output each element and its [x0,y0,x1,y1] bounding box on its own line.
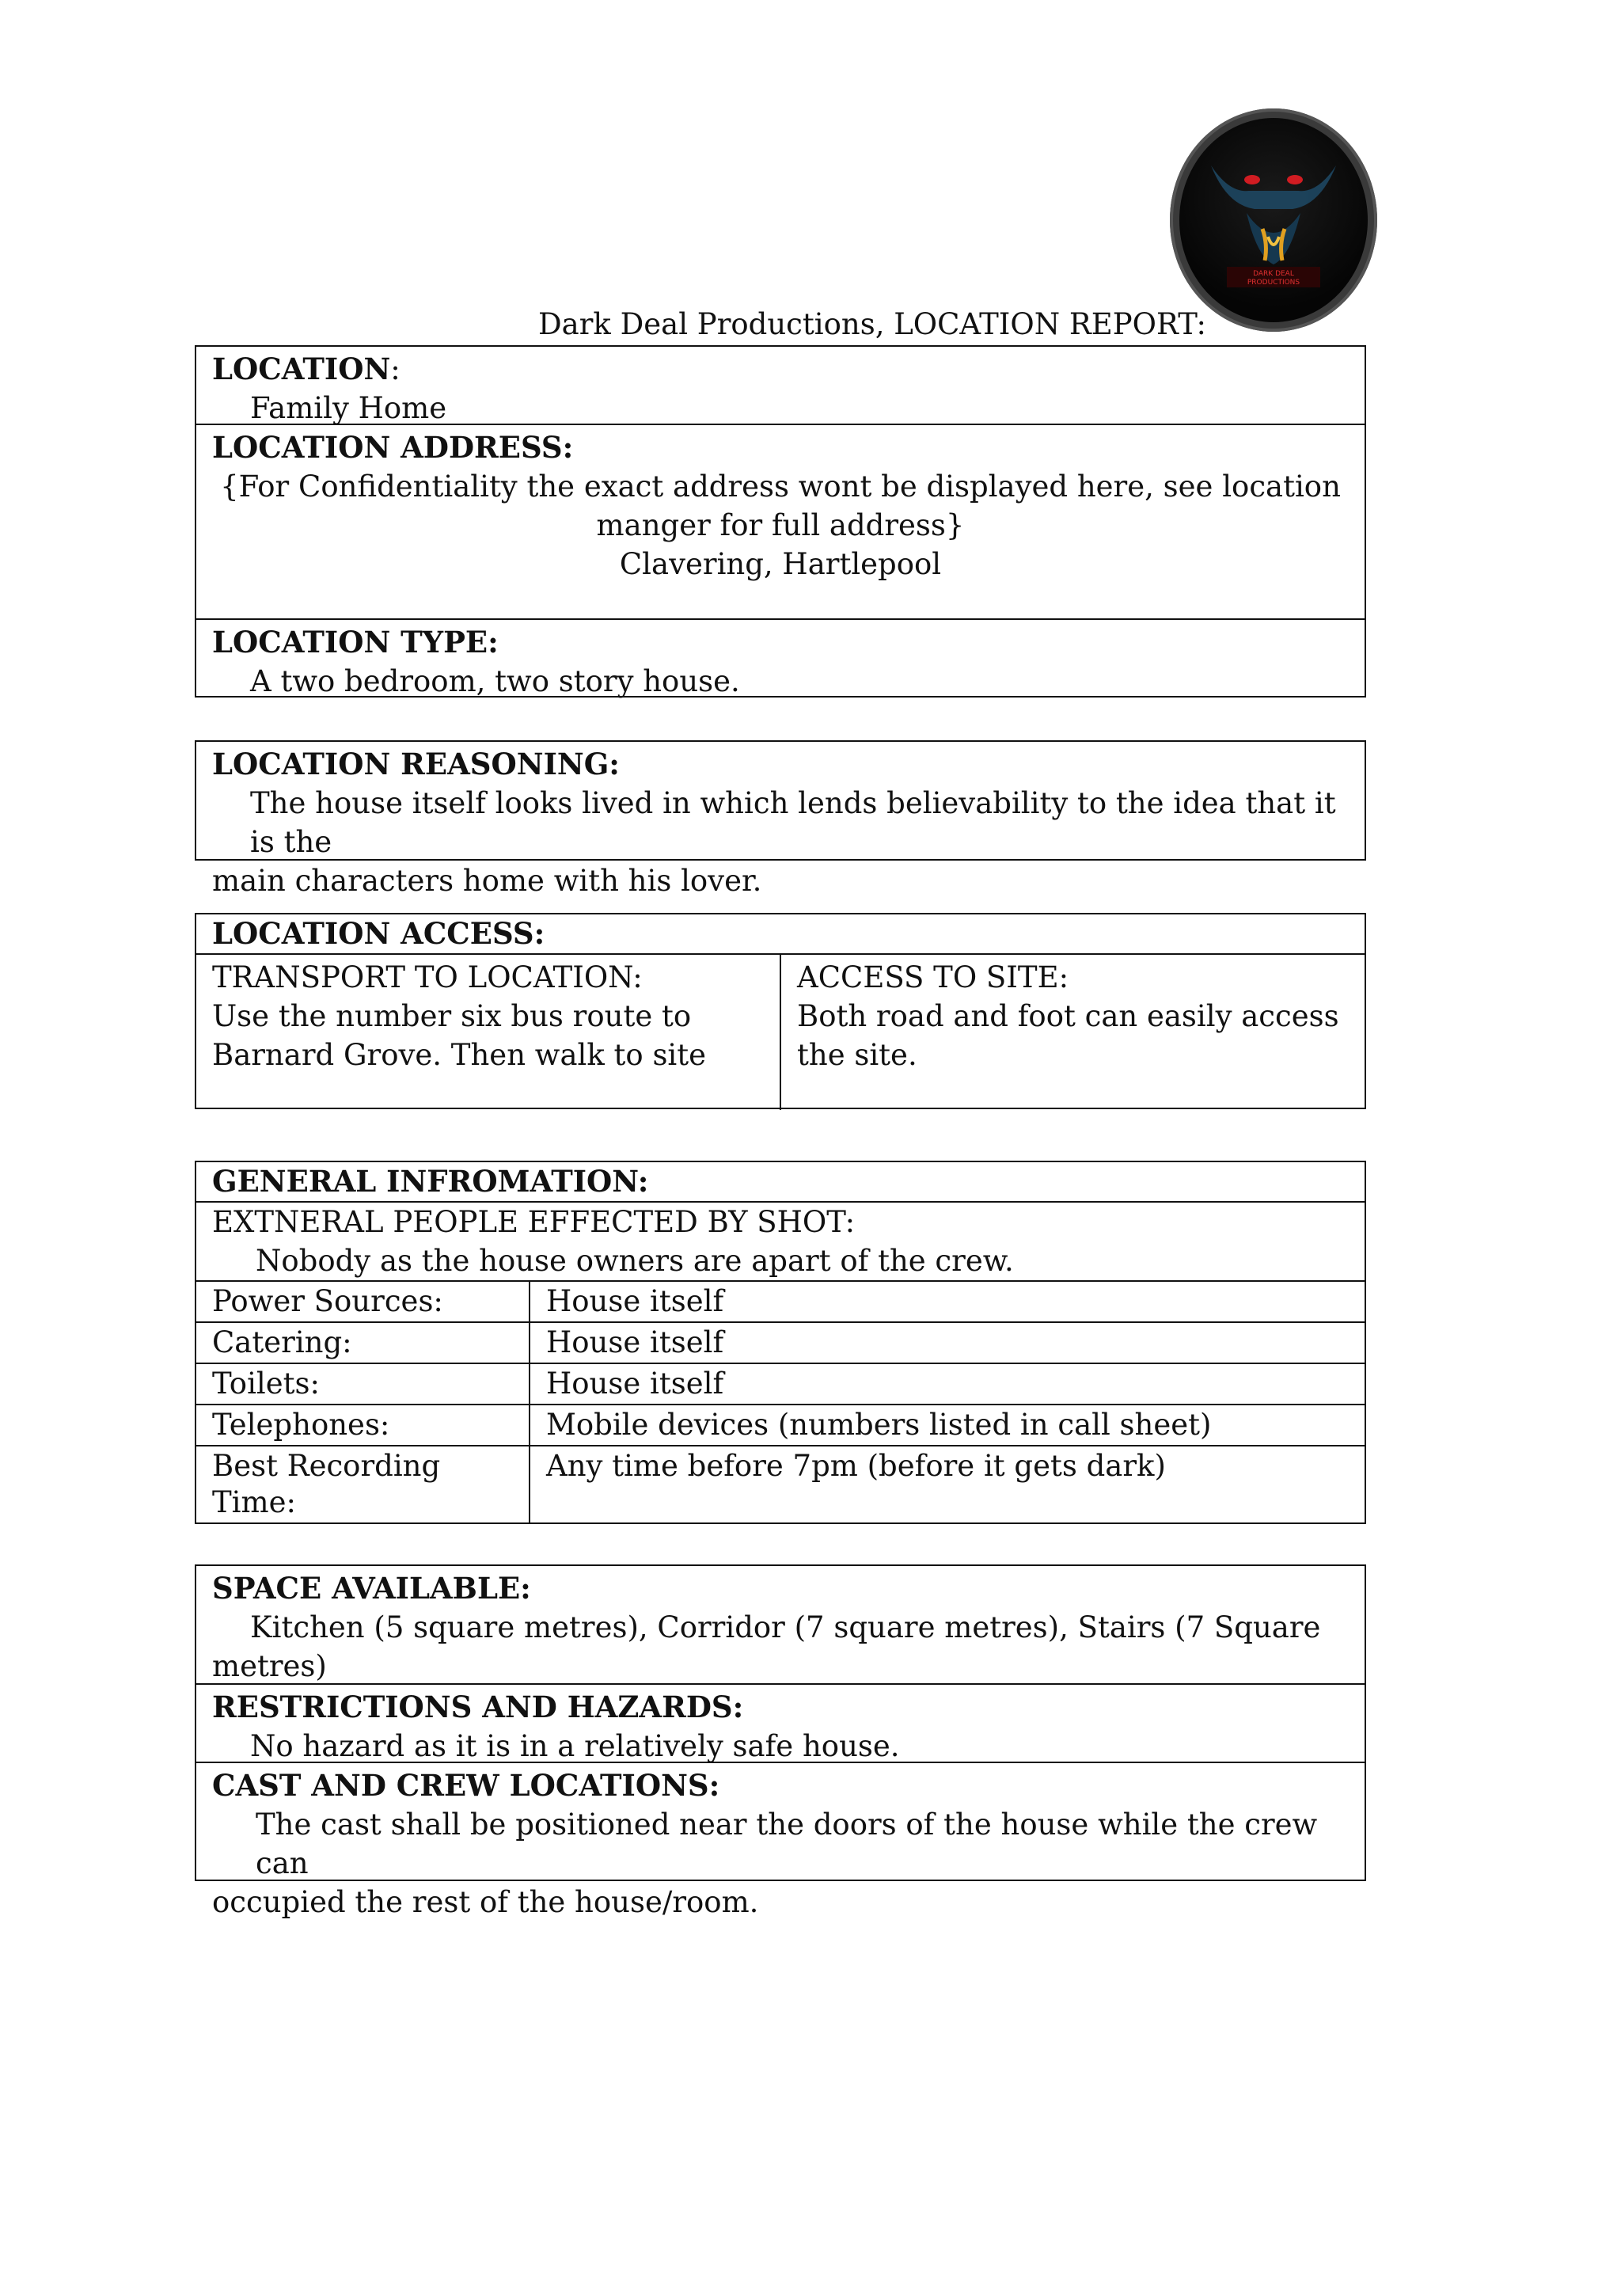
access-label: LOCATION ACCESS: [212,916,545,951]
info-value: Mobile devices (numbers listed in call sheet) [546,1408,1212,1442]
info-key: Telephones: [196,1405,530,1445]
info-key: Catering: [196,1323,530,1363]
report-title: Dark Deal Productions, LOCATION REPORT: [538,307,1207,341]
space-hazards-box [195,1564,1366,1919]
type-value: A two bedroom, two story house. [250,664,740,698]
info-row-recording-time [196,1445,1365,1522]
reasoning-box [195,740,1366,898]
address-line-3: Clavering, Hartlepool [619,547,942,581]
reasoning-section [196,742,1365,903]
bull-skull-icon [1179,118,1368,322]
access-header [196,914,1365,955]
svg-text:DARK DEAL: DARK DEAL [1253,270,1294,278]
transport-line-1: Use the number six bus route to [212,999,692,1033]
info-key: Power Sources: [196,1282,530,1321]
info-row-power [196,1280,1365,1321]
location-label: LOCATION [212,352,391,386]
reasoning-label: LOCATION REASONING: [212,747,620,781]
address-section [196,425,1365,620]
site-access-cell [781,955,1365,1110]
address-label: LOCATION ADDRESS: [212,430,574,465]
logo-emblem [1179,118,1368,322]
cast-crew-line-1: The cast shall be positioned near the doors of the house while the crew can [256,1808,1318,1880]
transport-cell [196,955,781,1110]
info-value: Any time before 7pm (before it gets dark) [546,1449,1166,1483]
transport-label: TRANSPORT TO LOCATION: [212,960,643,994]
info-key: Toilets: [196,1364,530,1404]
hazards-section [196,1685,1365,1763]
space-label: SPACE AVAILABLE: [212,1571,531,1606]
address-line-2: manger for full address} [596,508,965,542]
info-value: House itself [546,1325,724,1359]
transport-line-2: Barnard Grove. Then walk to site [212,1038,707,1072]
type-label: LOCATION TYPE: [212,625,499,660]
general-info-box [195,1161,1366,1524]
reasoning-line-2: main characters home with his lover. [212,864,762,898]
cast-crew-section [196,1763,1365,1919]
site-access-line-1: Both road and foot can easily access [797,999,1339,1033]
hazards-value: No hazard as it is in a relatively safe house. [250,1729,900,1763]
site-access-line-2: the site. [797,1038,917,1072]
space-section [196,1566,1365,1685]
location-section [196,347,1365,425]
access-box [195,913,1366,1109]
info-key: Best Recording Time: [196,1446,530,1522]
location-info-box [195,345,1366,698]
site-access-label: ACCESS TO SITE: [797,960,1069,994]
info-value: House itself [546,1367,724,1401]
reasoning-line-1: The house itself looks lived in which lends believability to the idea that it is the [250,786,1336,859]
address-line-1: {For Confidentiality the exact address wont be displayed here, see location [220,469,1341,504]
location-colon: : [390,352,401,386]
general-label: GENERAL INFROMATION: [212,1164,649,1199]
cast-crew-label: CAST AND CREW LOCATIONS: [212,1768,720,1803]
cast-crew-line-2: occupied the rest of the house/room. [212,1885,759,1919]
location-value: Family Home [250,391,447,425]
svg-text:PRODUCTIONS: PRODUCTIONS [1247,279,1300,287]
general-header [196,1162,1365,1203]
info-row-toilets [196,1363,1365,1404]
hazards-label: RESTRICTIONS AND HAZARDS: [212,1690,744,1724]
access-columns [196,955,1365,1110]
space-line-1: Kitchen (5 square metres), Corridor (7 square metres), Stairs (7 Square [250,1610,1321,1644]
info-value: House itself [546,1284,724,1318]
dark-deal-productions-logo [1170,108,1377,332]
info-row-catering [196,1321,1365,1363]
external-people-value: Nobody as the house owners are apart of the crew. [256,1244,1014,1278]
info-row-telephones [196,1404,1365,1445]
external-people-section [196,1203,1365,1280]
type-section [196,620,1365,696]
space-line-2: metres) [212,1649,327,1683]
external-people-label: EXTNERAL PEOPLE EFFECTED BY SHOT: [212,1205,856,1239]
